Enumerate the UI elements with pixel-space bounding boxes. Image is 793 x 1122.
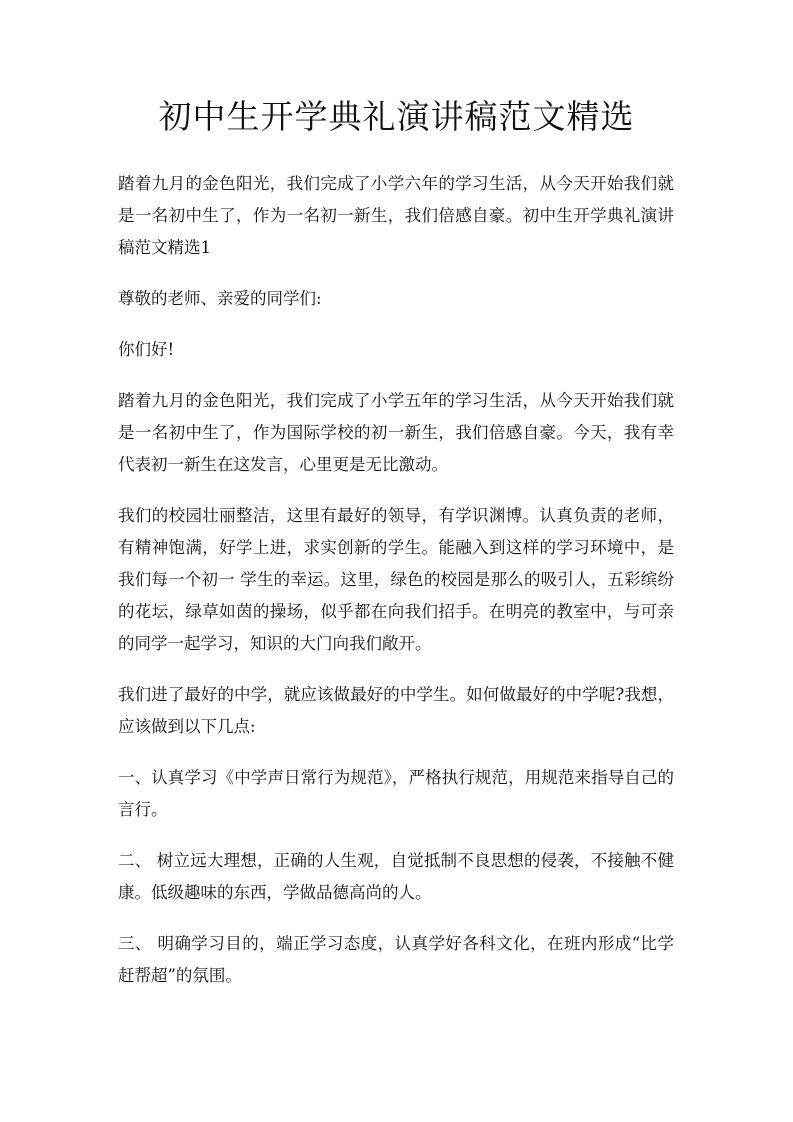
document-body: [118, 168, 674, 1011]
paragraph-greeting: 你们好!: [118, 340, 175, 359]
paragraph-point-one: 一、认真学习《中学声日常行为规范》，严格执行规范，用规范来指导自己的言行。: [118, 768, 674, 819]
paragraph-intro: 踏着九月的金色阳光，我们完成了小学六年的学习生活，从今天开始我们就是一名初中生了，作为一名初一新生，我们倍感自豪。初中生开学典礼演讲稿范文精选1: [118, 174, 674, 257]
paragraph-point-two: 二、 树立远大理想，正确的人生观，自觉抵制不良思想的侵袭，不接触不健康。低级趣味的东西，学做品德高尚的人。: [118, 851, 674, 902]
paragraph-salutation: 尊敬的老师、亲爱的同学们:: [118, 289, 322, 308]
document-title: 初中生开学典礼演讲稿范文精选: [158, 97, 635, 136]
paragraph-opening: 踏着九月的金色阳光，我们完成了小学五年的学习生活，从今天开始我们就是一名初中生了，作为国际学校的初一新生，我们倍感自豪。今天，我有幸代表初一新生在这发言，心里更是无比激动。: [118, 391, 674, 474]
paragraph-campus: 我们的校园壮丽整洁，这里有最好的领导，有学识渊博。认真负责的老师，有精神饱满，好学上进，求实创新的学生。能融入到这样的学习环境中，是我们每一个初一 学生的幸运。这里，绿色的校园是那么的吸引人，五彩缤纷的花坛，绿草如茵的操场，似乎都在向我们招手。在明亮的教室中，与可亲的同学一起学习，知识的大门向我们敞开。: [118, 506, 674, 653]
paragraph-point-three: 三、 明确学习目的，端正学习态度，认真学好各科文化，在班内形成“比学赶帮超”的氛围。: [118, 934, 674, 985]
paragraph-goals: 我们进了最好的中学，就应该做最好的中学生。如何做最好的中学呢?我想，应该做到以下几点:: [118, 685, 674, 736]
